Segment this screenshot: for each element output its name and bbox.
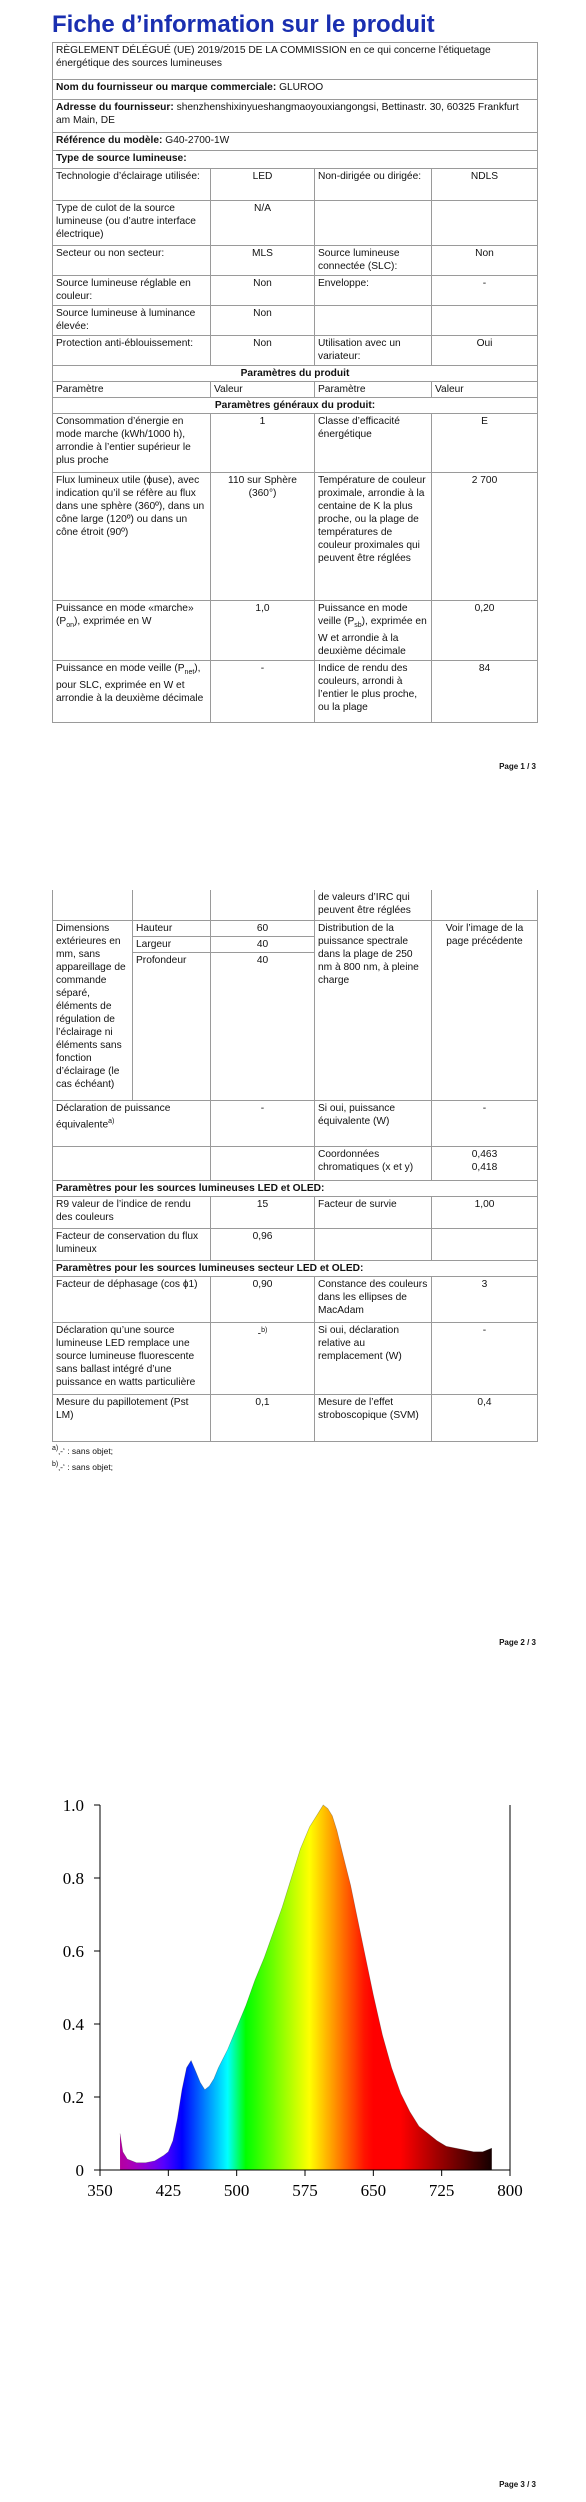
empty-cell	[315, 306, 432, 336]
tech-label: Technologie d’éclairage utilisée:	[53, 169, 211, 201]
page-3	[0, 1660, 586, 2502]
model-label: Référence du modèle:	[56, 135, 163, 146]
r9-value: 15	[211, 1196, 315, 1228]
led-params-heading: Paramètres pour les sources lumineuses LED et OLED:	[53, 1180, 538, 1196]
height-label: Hauteur	[133, 920, 211, 936]
col-value-header: Valeur	[211, 382, 315, 398]
x-tick-label: 650	[360, 2181, 387, 2200]
pnet-label-text: Puissance en mode veille (P	[56, 663, 185, 674]
address-value: shenzhenshixinyueshangmaoyouxiangongsi, Bettinastr. 30, 60325 Frankfurt am Main, DE	[56, 102, 519, 126]
spd-label: Distribution de la puissance spectrale dans la plage de 250 nm à 800 nm, à pleine charge	[315, 920, 432, 1100]
cri-label-continued: de valeurs d’IRC qui peuvent être réglées	[315, 890, 432, 920]
pon-label-text-end: ), exprimée en W	[73, 616, 152, 627]
model-row	[53, 133, 538, 151]
flux-label: Flux lumineux utile (ɸuse), avec indication qu’il se réfère au flux dans une sphère (360º), dans un cône large (120º) ou dans un cône étroit (90º)	[53, 473, 211, 601]
product-params-heading: Paramètres du produit	[53, 366, 538, 382]
connected-value: Non	[432, 246, 538, 276]
psb-label	[315, 601, 432, 661]
pon-label-text: Puissance en mode «marche» (P	[56, 603, 194, 627]
empty-cell	[211, 890, 315, 920]
antiglare-value: Non	[211, 336, 315, 366]
mains-value: MLS	[211, 246, 315, 276]
empty-cell	[432, 1228, 538, 1260]
replace-value	[211, 1322, 315, 1394]
class-value: E	[432, 414, 538, 473]
empty-cell	[53, 1146, 211, 1180]
footnote-b-mark: b)	[52, 1460, 59, 1468]
y-tick-label: 0	[75, 2161, 84, 2180]
equiv-power-label: Si oui, puissance équivalente (W)	[315, 1100, 432, 1146]
highlum-label: Source lumineuse à luminance élevée:	[53, 306, 211, 336]
strobo-label: Mesure de l’effet stroboscopique (SVM)	[315, 1394, 432, 1441]
tech-value: LED	[211, 169, 315, 201]
y-tick-label: 0.2	[62, 2088, 84, 2107]
mains-led-params-heading: Paramètres pour les sources lumineuses secteur LED et OLED:	[53, 1260, 538, 1276]
supplier-row	[53, 80, 538, 100]
footnote-a-text: ‚-‘ : sans objet;	[58, 1445, 114, 1456]
cri-label: Indice de rendu des couleurs, arrondi à l’entier le plus proche, ou la plage	[315, 661, 432, 723]
type-heading: Type de source lumineuse:	[53, 151, 538, 169]
chroma-label: Coordonnées chromatiques (x et y)	[315, 1146, 432, 1180]
general-params-heading: Paramètres généraux du produit:	[53, 398, 538, 414]
page-number: Page 3 / 3	[499, 2480, 536, 2489]
chroma-x: 0,463	[471, 1148, 498, 1160]
strobo-value: 0,4	[432, 1394, 538, 1441]
model-value: G40-2700-1W	[165, 135, 230, 146]
energy-label: Consommation d’énergie en mode marche (kWh/1000 h), arrondie à l’entier supérieur le plus proche	[53, 414, 211, 473]
pnet-label-sub: net	[184, 669, 195, 677]
page-2	[0, 830, 586, 1660]
envelope-value: -	[432, 276, 538, 306]
maint-label: Facteur de conservation du flux lumineux	[53, 1228, 211, 1260]
cap-label: Type de culot de la source lumineuse (ou d’autre interface électrique)	[53, 201, 211, 246]
col-param-header: Paramètre	[53, 382, 211, 398]
class-label: Classe d’efficacité énergétique	[315, 414, 432, 473]
x-tick-label: 725	[428, 2181, 455, 2200]
survival-label: Facteur de survie	[315, 1196, 432, 1228]
replace-power-value: -	[432, 1322, 538, 1394]
phase-label: Facteur de déphasage (cos ɸ1)	[53, 1276, 211, 1322]
pon-label	[53, 601, 211, 661]
col-param2-header: Paramètre	[315, 382, 432, 398]
phase-value: 0,90	[211, 1276, 315, 1322]
footnote-b	[52, 1458, 113, 1474]
equiv-value: -	[211, 1100, 315, 1146]
footnote-a-mark: a)	[52, 1445, 59, 1452]
pon-label-sub: on	[66, 622, 74, 630]
empty-cell	[432, 201, 538, 246]
page-1	[0, 0, 586, 830]
width-label: Largeur	[133, 936, 211, 952]
y-tick-label: 0.6	[62, 1942, 84, 1961]
x-tick-label: 800	[497, 2181, 523, 2200]
cct-label: Température de couleur proximale, arrondie à la centaine de K la plus proche, ou la plage de températures de couleur proximales qui peuvent être réglées	[315, 473, 432, 601]
footnote-b-text: ‚-‘ : sans objet;	[58, 1461, 114, 1472]
psb-label-text: Puissance en mode veille (P	[318, 603, 408, 627]
y-tick-label: 0.4	[62, 2015, 84, 2034]
equiv-label-sup: a)	[108, 1117, 115, 1125]
depth-label: Profondeur	[133, 952, 211, 1100]
regulation-text: RÈGLEMENT DÉLÉGUÉ (UE) 2019/2015 DE LA COMMISSION en ce qui concerne l’étiquetage énergétique des sources lumineuses	[53, 43, 538, 80]
colour-value: Non	[211, 276, 315, 306]
supplier-value: GLUROO	[279, 82, 324, 93]
mains-label: Secteur ou non secteur:	[53, 246, 211, 276]
pnet-label	[53, 661, 211, 723]
page-number: Page 2 / 3	[499, 1638, 536, 1647]
address-row	[53, 100, 538, 133]
macadam-label: Constance des couleurs dans les ellipses de MacAdam	[315, 1276, 432, 1322]
pon-value: 1,0	[211, 601, 315, 661]
x-tick-label: 575	[292, 2181, 318, 2200]
survival-value: 1,00	[432, 1196, 538, 1228]
equiv-label-text: Déclaration de puissance équivalente	[56, 1102, 171, 1130]
replace-power-label: Si oui, déclaration relative au remplacement (W)	[315, 1322, 432, 1394]
empty-cell	[432, 890, 538, 920]
colour-label: Source lumineuse réglable en couleur:	[53, 276, 211, 306]
chroma-value	[432, 1146, 538, 1180]
footnote-a	[52, 1442, 113, 1458]
pnet-value: -	[211, 661, 315, 723]
page-number: Page 1 / 3	[499, 762, 536, 771]
y-tick-label: 1.0	[62, 1796, 84, 1815]
height-value: 60	[211, 920, 315, 936]
product-table-page-2	[52, 890, 538, 1442]
connected-label: Source lumineuse connectée (SLC):	[315, 246, 432, 276]
footnotes	[52, 1442, 113, 1474]
flux-value: 110 sur Sphère (360°)	[211, 473, 315, 601]
y-tick-label: 0.8	[62, 1869, 84, 1888]
flicker-label: Mesure du papillotement (Pst LM)	[53, 1394, 211, 1441]
empty-cell	[53, 890, 133, 920]
depth-value: 40	[211, 952, 315, 1100]
macadam-value: 3	[432, 1276, 538, 1322]
envelope-label: Enveloppe:	[315, 276, 432, 306]
address-label: Adresse du fournisseur:	[56, 102, 174, 113]
replace-value-sup: b)	[261, 1326, 268, 1334]
chroma-y: 0,418	[471, 1161, 498, 1173]
psb-value: 0,20	[432, 601, 538, 661]
empty-cell	[315, 201, 432, 246]
r9-label: R9 valeur de l’indice de rendu des couleurs	[53, 1196, 211, 1228]
equiv-label	[53, 1100, 211, 1146]
dimmer-value: Oui	[432, 336, 538, 366]
maint-value: 0,96	[211, 1228, 315, 1260]
empty-cell	[211, 1146, 315, 1180]
nondir-label: Non-dirigée ou dirigée:	[315, 169, 432, 201]
cct-value: 2 700	[432, 473, 538, 601]
pnet-label-text-end: ), pour SLC, exprimée en W et arrondie à la deuxième décimale	[56, 663, 204, 705]
psb-label-sub: sb	[354, 622, 362, 630]
product-table-page-1	[52, 42, 538, 723]
antiglare-label: Protection anti-éblouissement:	[53, 336, 211, 366]
spd-value: Voir l’image de la page précédente	[432, 920, 538, 1100]
empty-cell	[133, 890, 211, 920]
document-title: Fiche d’information sur le produit	[52, 11, 435, 38]
empty-cell	[432, 306, 538, 336]
empty-cell	[315, 1228, 432, 1260]
spectrum-chart	[0, 1660, 586, 2220]
x-tick-label: 425	[155, 2181, 182, 2200]
psb-label-text-end: ), exprimée en W et arrondie à la deuxième décimale	[318, 616, 427, 658]
energy-value: 1	[211, 414, 315, 473]
replace-value-text: -	[257, 1327, 262, 1339]
dims-label: Dimensions extérieures en mm, sans appareillage de commande séparé, éléments de régulation de l’éclairage ni éléments sans fonction d’éclairage (le cas échéant)	[53, 920, 133, 1100]
flicker-value: 0,1	[211, 1394, 315, 1441]
highlum-value: Non	[211, 306, 315, 336]
supplier-label: Nom du fournisseur ou marque commerciale:	[56, 82, 277, 93]
equiv-power-value: -	[432, 1100, 538, 1146]
col-value2-header: Valeur	[432, 382, 538, 398]
dimmer-label: Utilisation avec un variateur:	[315, 336, 432, 366]
cap-value: N/A	[211, 201, 315, 246]
replace-label: Déclaration qu’une source lumineuse LED remplace une source lumineuse fluorescente sans ballast intégré d’une puissance en watts particulière	[53, 1322, 211, 1394]
x-tick-label: 350	[87, 2181, 113, 2200]
cri-value: 84	[432, 661, 538, 723]
width-value: 40	[211, 936, 315, 952]
nondir-value: NDLS	[432, 169, 538, 201]
x-tick-label: 500	[223, 2181, 250, 2200]
